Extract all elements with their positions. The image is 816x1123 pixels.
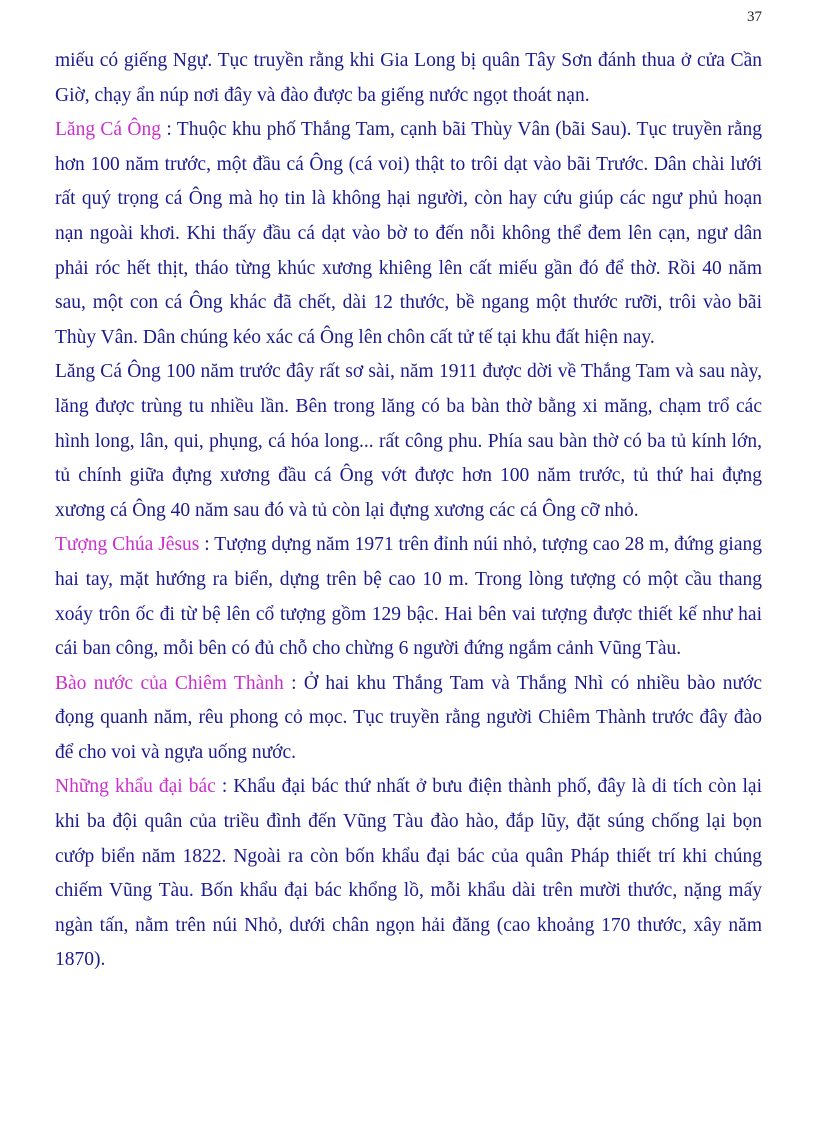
paragraph — [55, 667, 762, 771]
paragraph — [55, 528, 762, 666]
page-content — [55, 44, 762, 978]
section-heading: Những khẩu đại bác — [55, 776, 216, 798]
paragraph-text: : Thuộc khu phố Thắng Tam, cạnh bãi Thùy Vân (bãi Sau). Tục truyền rằng hơn 100 năm trước, một đầu cá Ông (cá voi) thật to trôi dạt vào bãi Trước. Dân chài lưới rất quý trọng cá Ông mà họ tin là không hại người, còn hay cứu giúp các ngư phủ hoạn nạn ngoài khơi. Khi thấy đầu cá dạt vào bờ to đến nỗi không thể đem lên cạn, ngư dân phải róc hết thịt, tháo từng khúc xương khiêng lên cất miếu gần đó để thờ. Rồi 40 năm sau, một con cá Ông khác đã chết, dài 12 thước, bề ngang một thước rưỡi, trôi vào bãi Thùy Vân. Dân chúng kéo xác cá Ông lên chôn cất tử tế tại khu đất hiện nay. — [55, 119, 763, 348]
paragraph-text: : Tượng dựng năm 1971 trên đỉnh núi nhỏ, tượng cao 28 m, đứng giang hai tay, mặt hướng ra biển, dựng trên bệ cao 10 m. Trong lòng tượng có một cầu thang xoáy trôn ốc đi từ bệ lên cổ tượng gồm 129 bậc. Hai bên vai tượng được thiết kế như hai cái ban công, mỗi bên có đủ chỗ cho chừng 6 người đứng ngắm cảnh Vũng Tàu. — [55, 534, 763, 660]
paragraph — [55, 113, 762, 355]
paragraph-text: : Ở hai khu Thắng Tam và Thắng Nhì có nhiều bào nước đọng quanh năm, rêu phong cỏ mọc. Tục truyền rằng người Chiêm Thành trước đây đào để cho voi và ngựa uống nước. — [55, 672, 762, 763]
section-heading: Bào nước của Chiêm Thành — [55, 672, 284, 694]
section-heading: Lăng Cá Ông — [55, 119, 162, 141]
paragraph — [55, 770, 762, 978]
paragraph-text: Lăng Cá Ông 100 năm trước đây rất sơ sài, năm 1911 được dời về Thắng Tam và sau này, lăng được trùng tu nhiều lần. Bên trong lăng có ba bàn thờ bằng xi măng, chạm trổ các hình long, lân, qui, phụng, cá hóa long... rất công phu. Phía sau bàn thờ có ba tủ kính lớn, tủ chính giữa đựng xương đầu cá Ông vớt được hơn 100 năm trước, tủ thứ hai đựng xương cá Ông 40 năm sau đó và tủ còn lại đựng xương các cá Ông cỡ nhỏ. — [55, 361, 762, 521]
paragraph-text: miếu có giếng Ngự. Tục truyền rằng khi Gia Long bị quân Tây Sơn đánh thua ở cửa Cần Giờ, chạy ẩn núp nơi đây và đào được ba giếng nước ngọt thoát nạn. — [55, 50, 762, 106]
page-number: 37 — [747, 9, 762, 25]
section-heading: Tượng Chúa Jêsus — [55, 534, 200, 556]
paragraph-text: : Khẩu đại bác thứ nhất ở bưu điện thành phố, đây là di tích còn lại khi ba đội quân của triều đình đến Vũng Tàu đào hào, đắp lũy, đặt súng chống lại bọn cướp biển năm 1822. Ngoài ra còn bốn khẩu đại bác của quân Pháp thiết trí khi chúng chiếm Vũng Tàu. Bốn khẩu đại bác khổng lồ, mỗi khẩu dài trên mười thước, nặng mấy ngàn tấn, nằm trên núi Nhỏ, dưới chân ngọn hải đăng (cao khoảng 170 thước, xây năm 1870). — [55, 776, 762, 971]
paragraph — [55, 355, 762, 528]
paragraph — [55, 44, 762, 113]
